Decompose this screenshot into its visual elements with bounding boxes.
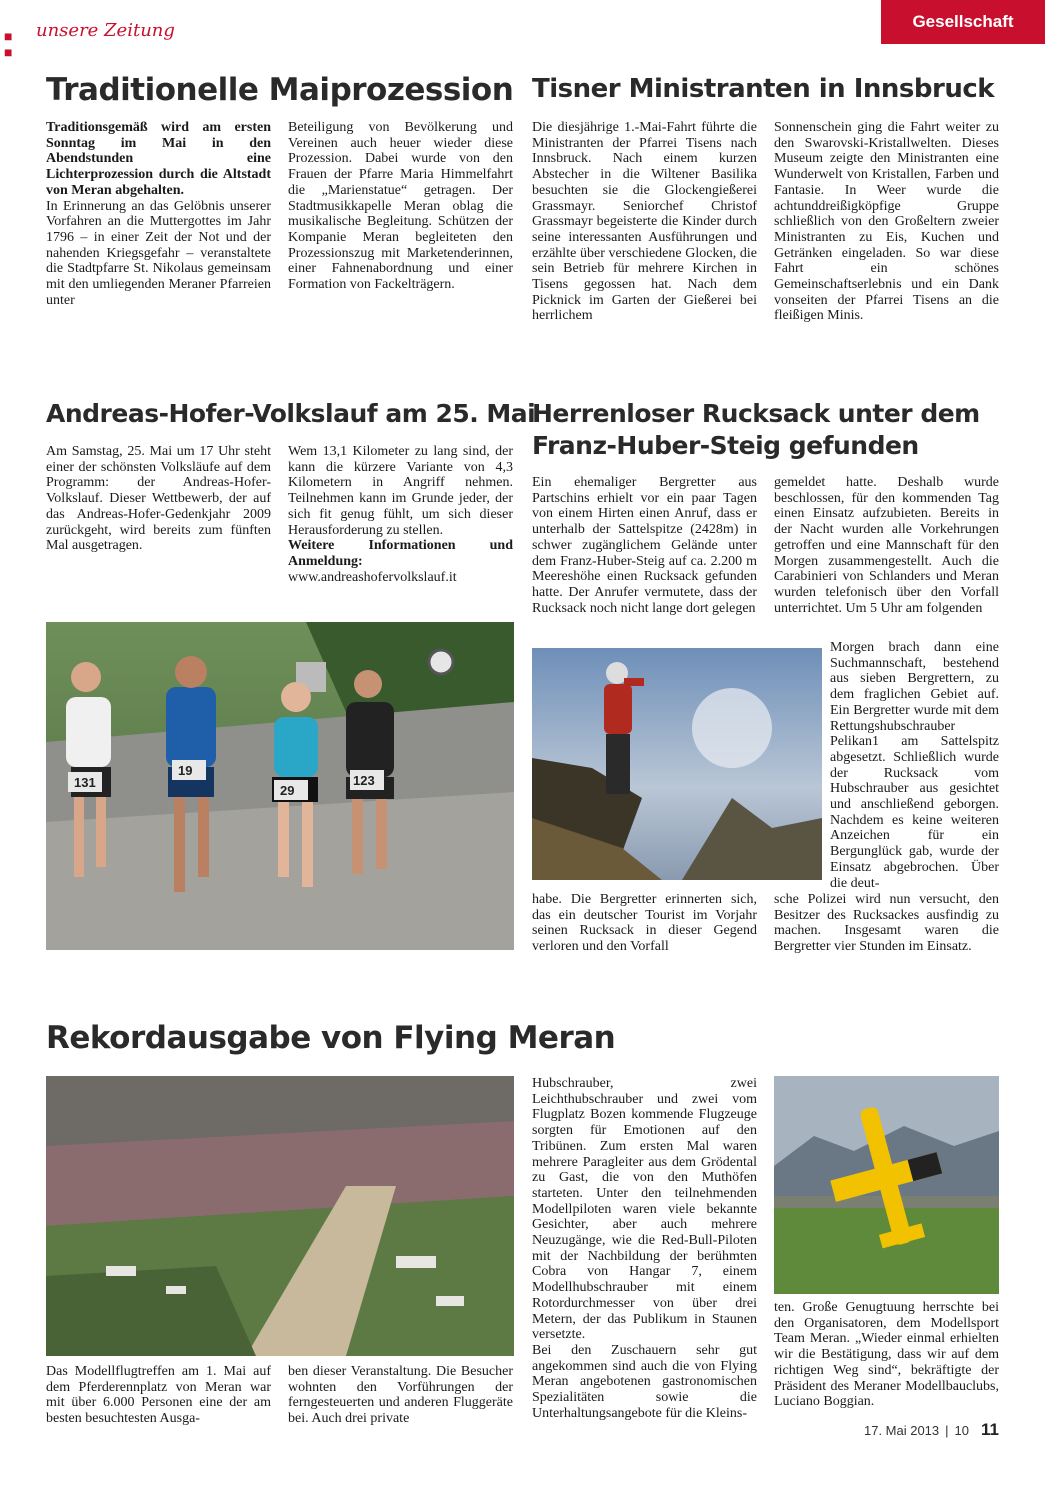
info-link[interactable]: www.andreashofervolkslauf.it (288, 569, 457, 585)
race-bib: 19 (178, 763, 193, 778)
article-text: Das Modellflugtreffen am 1. Mai auf dem Pferderennplatz von Meran war mit über 6.000 Personen eine der am besten besuchtesten Ausga- (46, 1364, 271, 1427)
article-column (532, 120, 757, 324)
article-title-flying-meran: Rekordausgabe von Flying Meran (46, 1020, 616, 1056)
article-column (46, 444, 271, 554)
article-text: Bei den Zuschauern sehr gut angekommen sind auch die von Flying Meran angebotenen gastronomischen Spezialitäten sowie die Unterhaltungsangebote für die Kleins- (532, 1342, 757, 1421)
article-lead: Traditionsgemäß wird am ersten Sonntag im Mai in den Abendstunden eine Lichterprozession durch die Altstadt von Meran abgehalten. (46, 120, 271, 198)
article-text: Die diesjährige 1.-Mai-Fahrt führte die Ministranten der Pfarrei Tisens nach Innsbruck. Nach einem kurzen Abstecher in die Wiltener Basilika besuchten sie die Glockengießerei Grassmayr. Seniorchef Christof Grassmayr begeisterte die Kinder durch seine interessanten Ausführungen und erzählte über verschiedene Glocken, die sein Betrieb für mehrere Kirchen in Tisens gegossen hat. Nach dem Picknick im Garten der Gießerei bei herrlichem (532, 120, 757, 324)
article-column (774, 120, 999, 324)
article-text: sche Polizei wird nun versucht, den Besitzer des Rucksackes ausfindig zu machen. Insgesamt waren die Bergretter vier Stunden im Einsatz. (774, 892, 999, 955)
article-column (532, 892, 757, 955)
photo-model-airplane (774, 1076, 999, 1294)
article-column (774, 475, 999, 616)
article-text: Am Samstag, 25. Mai um 17 Uhr steht einer der schönsten Volksläufe auf dem Programm: der Andreas-Hofer-Volkslauf. Dieser Wettbewerb, der auf das Andreas-Hofer-Gedenkjahr 2009 zurückgeht, wird bereits zum fünften Mal ausgetragen. (46, 444, 271, 554)
race-bib: 131 (74, 775, 96, 790)
issue-date: 17. Mai 2013 (863, 1423, 940, 1438)
footer-divider: | (945, 1423, 949, 1438)
photo-mountain-rescuer (532, 648, 822, 880)
race-bib: 123 (353, 773, 375, 788)
article-text: Morgen brach dann eine Suchmannschaft, bestehend aus sieben Bergrettern, zu dem fraglichen Gebiet auf. Ein Bergretter wurde mit dem Rettungshubschrauber Pelikan1 am Sattelspitz abgesetzt. Schließlich wurde der Rucksack vom Hubschrauber aus gesichtet und anschließend geborgen. Nachdem es keine weiteren Anzeichen für ein Bergunglück gab, wurde der Einsatz abgebrochen. Über die deut- (830, 640, 999, 891)
article-title-rucksack (532, 398, 980, 462)
article-column (288, 120, 513, 293)
photo-racecourse-crowd (46, 1076, 514, 1356)
masthead-dots: ■ ■ (4, 28, 15, 60)
article-column (46, 120, 271, 308)
photo-volkslauf-runners (46, 622, 514, 950)
article-text: Ein ehemaliger Bergretter aus Partschins erhielt vor ein paar Tagen von einem Hirten einen Anruf, dass er unterhalb der Sattelspitze (2428m) in schwer zugänglichem Gelände unter dem Franz-Huber-Steig auf ca. 2.200 m Meereshöhe einen Rucksack gefunden hatte. Der Anrufer vermutete, dass der Rucksack noch nicht lange dort gelegen (532, 475, 757, 616)
title-line: Franz-Huber-Steig gefunden (532, 431, 919, 460)
info-label: Weitere Informationen und Anmeldung: (288, 538, 513, 569)
article-text: gemeldet hatte. Deshalb wurde beschlossen, für den kommenden Tag einen Einsatz aufzubieten. Bereits in der Nacht wurden alle Vorkehrungen getroffen und eine Mannschaft für den Morgen zusammengestellt. Auch die Carabinieri von Schlanders und Meran wurden telefonisch über den Vorfall unterrichtet. Um 5 Uhr am folgenden (774, 475, 999, 616)
article-text: Sonnenschein ging die Fahrt weiter zu den Swarovski-Kristallwelten. Dieses Museum zeigte den Ministranten eine Wunderwelt von Kristallen, Farben und Fantasie. In Weer wurde die achtunddreißigköpfige Gruppe schließlich von den Großeltern zweier Ministranten zu Eis, Kuchen und Getränken eingeladen. So war diese Fahrt ein schönes Gemeinschaftserlebnis und ein Dank vonseiten der Pfarrei Tisens an die fleißigen Minis. (774, 120, 999, 324)
newspaper-logo: unsere Zeitung (36, 20, 175, 41)
article-title-ministranten: Tisner Ministranten in Innsbruck (532, 74, 995, 104)
article-text: ben dieser Veranstaltung. Die Besucher wohnten den Vorführungen der ferngesteuerten und anderen Fluggeräte bei. Auch drei private (288, 1364, 513, 1427)
article-title-volkslauf: Andreas-Hofer-Volkslauf am 25. Mai (46, 399, 536, 428)
article-column (288, 1364, 513, 1427)
article-column (288, 444, 513, 585)
article-text: Wem 13,1 Kilometer zu lang sind, der kann die kürzere Variante von 4,3 Kilometern in Angriff nehmen. Teilnehmen kann im Grunde jeder, der sich fit genug fühlt, um sich dieser Herausforderung zu stellen. (288, 444, 513, 538)
issue-number: 10 (954, 1423, 970, 1438)
article-column (46, 1364, 271, 1427)
article-column (532, 475, 757, 616)
article-title-maiprozession: Traditionelle Maiprozession (46, 72, 514, 108)
article-column (532, 1076, 757, 1421)
article-column (830, 640, 999, 891)
article-text: Hubschrauber, zwei Leichthubschrauber und zwei vom Flugplatz Bozen kommende Flugzeuge sorgten für Emotionen auf den Tribünen. Zum ersten Mal waren mehrere Paragleiter aus dem Grödental zu Gast, die von den Muthöfen starteten. Unter den teilnehmenden Modellpiloten waren viele bekannte Gesichter, aber auch mehrere Neuzugänge, wie die Red-Bull-Piloten mit der Nachbildung der berühmten Cobra von Hangar 7, einem Modellhubschrauber mit einem Rotordurchmesser von über drei Metern, der das Publikum in Staunen versetzte. (532, 1076, 757, 1343)
article-column (774, 892, 999, 955)
page-footer (864, 1420, 999, 1440)
article-text: ten. Große Genugtuung herrschte bei den Organisatoren, dem Modellsport Team Meran. „Wieder einmal erhielten wir die Bestätigung, dass wir auf dem richtigen Weg sind“, bekräftigte der Präsident des Meraner Modellbauclubs, Luciano Boggian. (774, 1300, 999, 1410)
race-bib: 29 (280, 783, 295, 798)
article-text: habe. Die Bergretter erinnerten sich, das ein deutscher Tourist im Vorjahr seinen Rucksack in dieser Gegend verloren und den Vorfall (532, 892, 757, 955)
article-text: In Erinnerung an das Gelöbnis unserer Vorfahren an die Muttergottes im Jahr 1796 – in einer Zeit der Not und der nahenden Kriegsgefahr – veranstaltete die Stadtpfarre St. Nikolaus gemeinsam mit den umliegenden Meraner Pfarreien unter (46, 198, 271, 308)
page-number: 11 (981, 1420, 999, 1439)
section-tab: Gesellschaft (881, 0, 1045, 44)
title-line: Herrenloser Rucksack unter dem (532, 399, 980, 428)
article-column (774, 1300, 999, 1410)
article-text: Beteiligung von Bevölkerung und Vereinen auch heuer wieder diese Prozession. Dabei wurde von den Frauen der Pfarre Maria Himmelfahrt die „Marienstatue“ getragen. Der Stadtmusikkapelle Meran oblag die musikalische Begleitung. Schützen der Kompanie Meran begleiteten den Prozessionszug mit Marketenderinnen, einer Fahnenabordnung und einer Formation von Fackelträgern. (288, 120, 513, 293)
